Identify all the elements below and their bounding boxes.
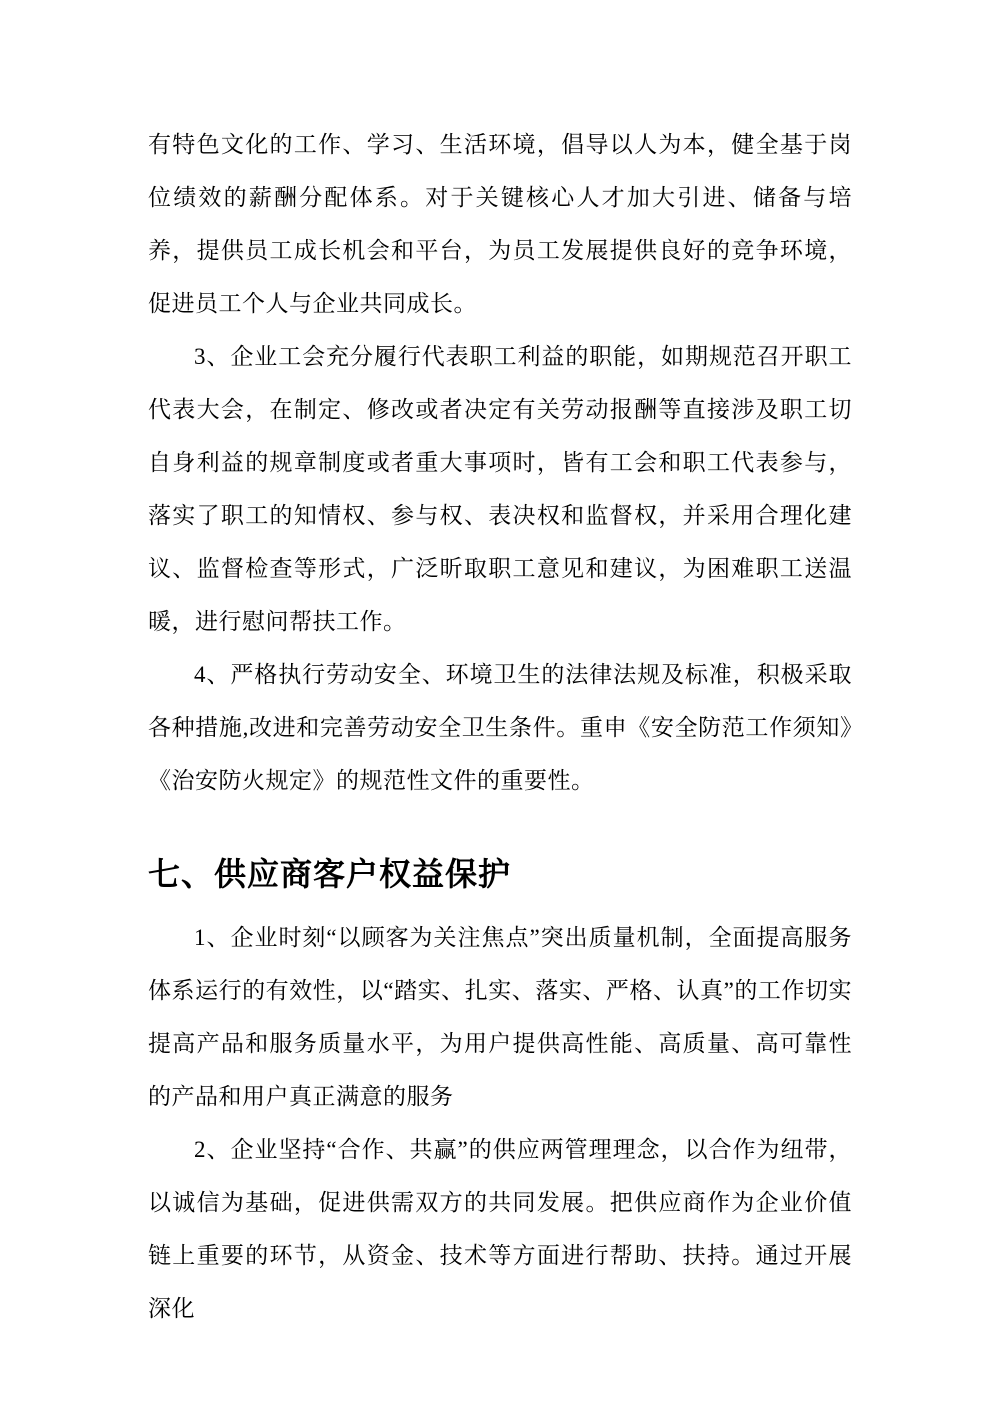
paragraph-labor-safety-regulations: 4、严格执行劳动安全、环境卫生的法律法规及标准，积极采取各种措施,改进和完善劳动安全卫生条件。重申《安全防范工作须知》《治安防火规定》的规范性文件的重要性。	[148, 662, 852, 793]
paragraph-employee-culture-growth: 有特色文化的工作、学习、生活环境，倡导以人为本，健全基于岗位绩效的薪酬分配体系。对于关键核心人才加大引进、储备与培养，提供员工成长机会和平台，为员工发展提供良好的竞争环境，促进员工个人与企业共同成长。	[148, 132, 852, 316]
paragraph-quality-customer-focus: 1、企业时刻“以顾客为关注焦点”突出质量机制，全面提高服务体系运行的有效性，以“踏实、扎实、落实、严格、认真”的工作切实提高产品和服务质量水平，为用户提供高性能、高质量、高可靠性的产品和用户真正满意的服务	[148, 925, 852, 1109]
section-heading-supplier-customer-rights: 七、供应商客户权益保护	[148, 856, 512, 892]
paragraph-labor-union-duties: 3、企业工会充分履行代表职工利益的职能，如期规范召开职工代表大会，在制定、修改或者决定有关劳动报酬等直接涉及职工切自身利益的规章制度或者重大事项时，皆有工会和职工代表参与，落实了职工的知情权、参与权、表决权和监督权，并采用合理化建议、监督检查等形式，广泛昕取职工意见和建议，为困难职工送温暖，进行慰问帮扶工作。	[148, 344, 852, 634]
paragraph-supplier-cooperation: 2、企业坚持“合作、共赢”的供应两管理理念，以合作为纽带，以诚信为基础，促进供需双方的共同发展。把供应商作为企业价值链上重要的环节，从资金、技术等方面进行帮助、扶持。通过开展深化	[148, 1137, 852, 1321]
